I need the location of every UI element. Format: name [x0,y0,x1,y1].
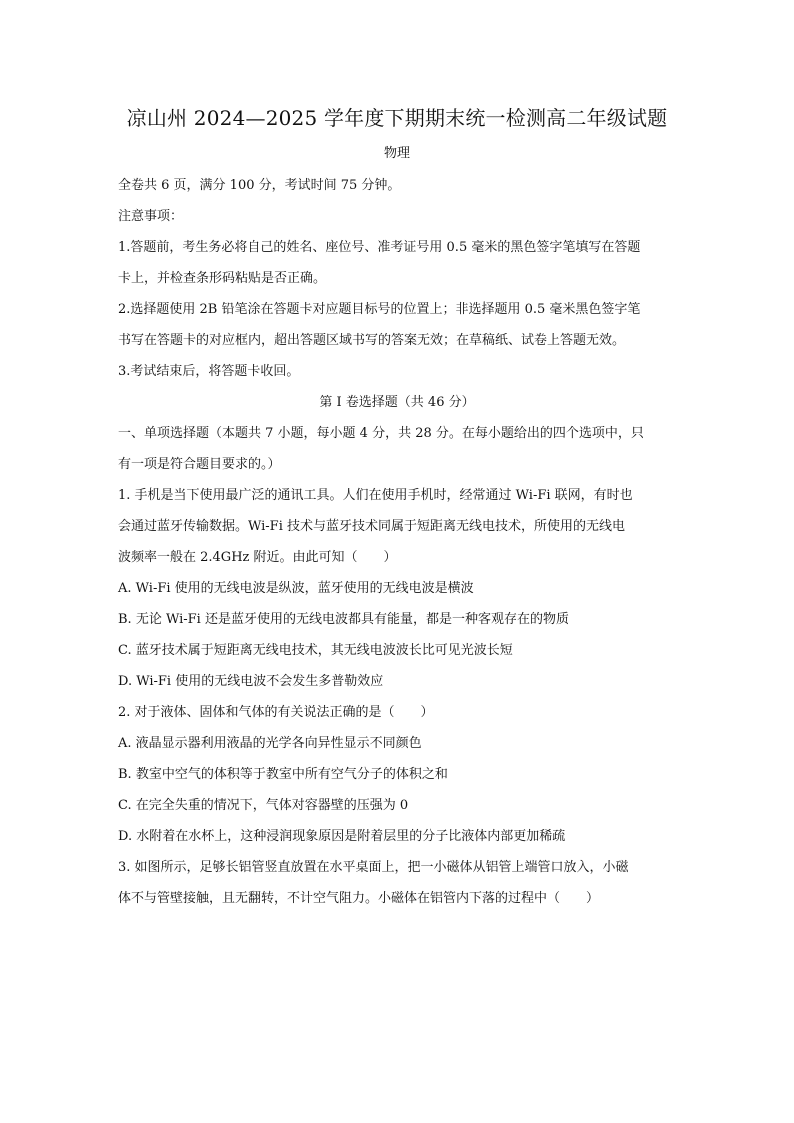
subject-heading: 物理 [383,146,410,161]
question-2-option-a: A. 液晶显示器利用液晶的光学各向异性显示不同颜色 [118,736,422,751]
question-2-option-b: B. 教室中空气的体积等于教室中所有空气分子的体积之和 [118,767,448,782]
question-2-option-d: D. 水附着在水杯上，这种浸润现象原因是附着层里的分子比液体内部更加稀疏 [118,829,566,844]
notice-heading: 注意事项： [118,209,184,224]
question-2-option-c: C. 在完全失重的情况下，气体对容器壁的压强为 0 [118,798,409,813]
part-instruction-line-1: 一、单项选择题（本题共 7 小题，每小题 4 分，共 28 分。在每小题给出的四个选项中，只 [118,426,644,441]
question-2-stem: 2. 对于液体、固体和气体的有关说法正确的是（ ） [118,705,434,720]
question-1-line-3: 波频率一般在 2.4GHz 附近。由此可知（ ） [118,550,397,565]
question-1-option-b: B. 无论 Wi-Fi 还是蓝牙使用的无线电波都具有能量，都是一种客观存在的物质 [118,612,569,627]
exam-info-line: 全卷共 6 页，满分 100 分，考试时间 75 分钟。 [118,178,401,193]
question-1-line-2: 会通过蓝牙传输数据。Wi-Fi 技术与蓝牙技术同属于短距离无线电技术，所使用的无线电 [118,519,625,534]
notice-item-1-line-1: 1.答题前，考生务必将自己的姓名、座位号、准考证号用 0.5 毫米的黑色签字笔填写在答题 [118,240,641,255]
question-1-line-1: 1. 手机是当下使用最广泛的通讯工具。人们在使用手机时，经常通过 Wi-Fi 联网，有时也 [118,488,633,503]
question-1-option-c: C. 蓝牙技术属于短距离无线电技术，其无线电波波长比可见光波长短 [118,643,513,658]
question-3-line-1: 3. 如图所示，足够长铝管竖直放置在水平桌面上，把一小磁体从铝管上端管口放入，小磁 [118,860,629,875]
question-3-line-2: 体不与管壁接触，且无翻转，不计空气阻力。小磁体在铝管内下落的过程中（ ） [118,891,600,906]
notice-item-2-line-1: 2.选择题使用 2B 铅笔涂在答题卡对应题目标号的位置上；非选择题用 0.5 毫米黑色签字笔 [118,302,641,317]
question-1-option-d: D. Wi-Fi 使用的无线电波不会发生多普勒效应 [118,674,384,689]
section-heading: 第 I 卷选择题（共 46 分） [319,395,475,410]
notice-item-1-line-2: 卡上，并检查条形码粘贴是否正确。 [118,271,327,286]
notice-item-2-line-2: 书写在答题卡的对应框内，超出答题区域书写的答案无效；在草稿纸、试卷上答题无效。 [118,333,626,348]
notice-item-3: 3.考试结束后，将答题卡收回。 [118,364,300,379]
exam-title: 凉山州 2024—2025 学年度下期期末统一检测高二年级试题 [126,106,668,130]
question-1-option-a: A. Wi-Fi 使用的无线电波是纵波，蓝牙使用的无线电波是横波 [118,581,474,596]
part-instruction-line-2: 有一项是符合题目要求的。） [118,457,281,472]
